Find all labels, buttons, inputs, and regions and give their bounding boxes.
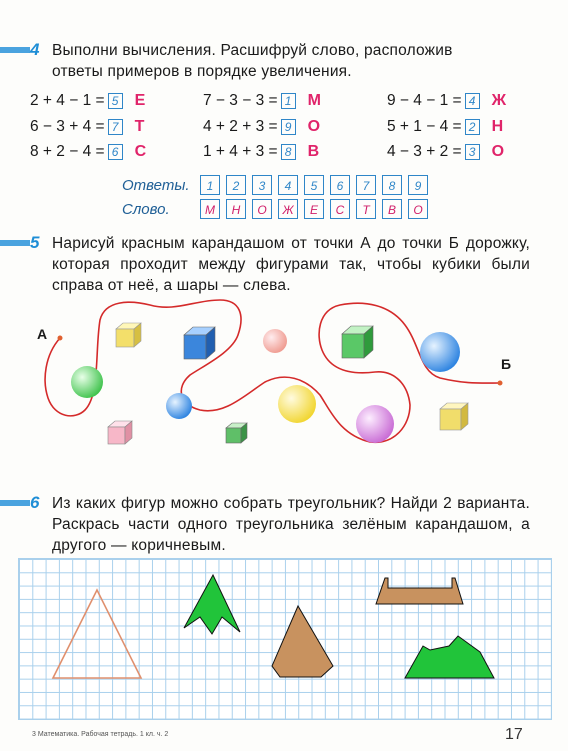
blue-ball-large (420, 332, 460, 372)
blue-ball (166, 393, 192, 419)
example: 6 − 3 + 4 = 7 Т (30, 118, 145, 135)
section-bar (0, 240, 30, 246)
green-trapezoid-shape (405, 636, 494, 678)
word-label: Слово. (122, 201, 170, 218)
pink-cube (108, 421, 132, 444)
answer-cell: 6 (330, 175, 350, 195)
brown-bracket-shape (376, 578, 463, 604)
answer-cell: 9 (408, 175, 428, 195)
example: 5 + 1 − 4 = 2 Н (387, 118, 504, 135)
example: 1 + 4 + 3 = 8 В (203, 143, 320, 160)
task-number: 4 (30, 40, 40, 59)
answer-cell: 7 (356, 175, 376, 195)
shapes-figure (18, 558, 550, 718)
word-cell: Ж (278, 199, 298, 219)
task-text: Выполни вычисления. Расшифруй слово, расположив ответы примеров в порядке увеличения. (52, 42, 453, 80)
answer-cell: 4 (278, 175, 298, 195)
word-cell: С (330, 199, 350, 219)
yellow-cube-right (440, 403, 468, 430)
task-number: 6 (30, 493, 40, 512)
word-cell: Н (226, 199, 246, 219)
section-bar (0, 500, 30, 506)
answer-cell: 5 (304, 175, 324, 195)
word-cell: М (200, 199, 220, 219)
small-green-cube (226, 423, 247, 443)
page-number: 17 (505, 726, 523, 743)
word-cell: О (252, 199, 272, 219)
yellow-ball (278, 385, 316, 423)
example: 4 − 3 + 2 = 3 О (387, 143, 505, 160)
footer-text: 3 Математика. Рабочая тетрадь. 1 кл. ч. 2 (32, 731, 169, 738)
word-cell: В (382, 199, 402, 219)
red-path-line (45, 300, 500, 442)
task-text: Нарисуй красным карандашом от точки А до точки Б дорожку, которая проходит между фигурами так, чтобы кубики были справа от неё, а шары — слева. (52, 235, 530, 294)
point-b (498, 381, 503, 386)
word-cell: Е (304, 199, 324, 219)
example: 9 − 4 − 1 = 4 Ж (387, 92, 507, 109)
task-number: 5 (30, 233, 40, 252)
example: 4 + 2 + 3 = 9 О (203, 118, 321, 135)
word-cell: Т (356, 199, 376, 219)
pink-ball (263, 329, 287, 353)
yellow-cube (116, 323, 141, 347)
answer-cell: 8 (382, 175, 402, 195)
blue-cube (184, 327, 215, 359)
brown-triangle (272, 606, 333, 677)
example: 8 + 2 − 4 = 6 С (30, 143, 147, 160)
section-bar (0, 47, 30, 53)
task-text: Из каких фигур можно собрать треугольник? Найди 2 варианта. Раскрась части одного треугольника зелёным карандашом, а другого — коричневым. (52, 495, 530, 554)
point-a (58, 336, 63, 341)
word-cell: О (408, 199, 428, 219)
answer-cell: 3 (252, 175, 272, 195)
maze-figure (0, 290, 568, 460)
green-cube (342, 326, 373, 358)
outline-triangle (53, 590, 141, 678)
point-b-label: Б (501, 356, 512, 372)
point-a-label: А (37, 326, 48, 342)
green-ball (71, 366, 103, 398)
example: 7 − 3 − 3 = 1 М (203, 92, 321, 109)
answer-cell: 2 (226, 175, 246, 195)
example: 2 + 4 − 1 = 5 Е (30, 92, 146, 109)
green-arrow-shape (184, 575, 240, 634)
violet-ball (356, 405, 394, 443)
answers-label: Ответы. (122, 177, 190, 194)
answer-cell: 1 (200, 175, 220, 195)
